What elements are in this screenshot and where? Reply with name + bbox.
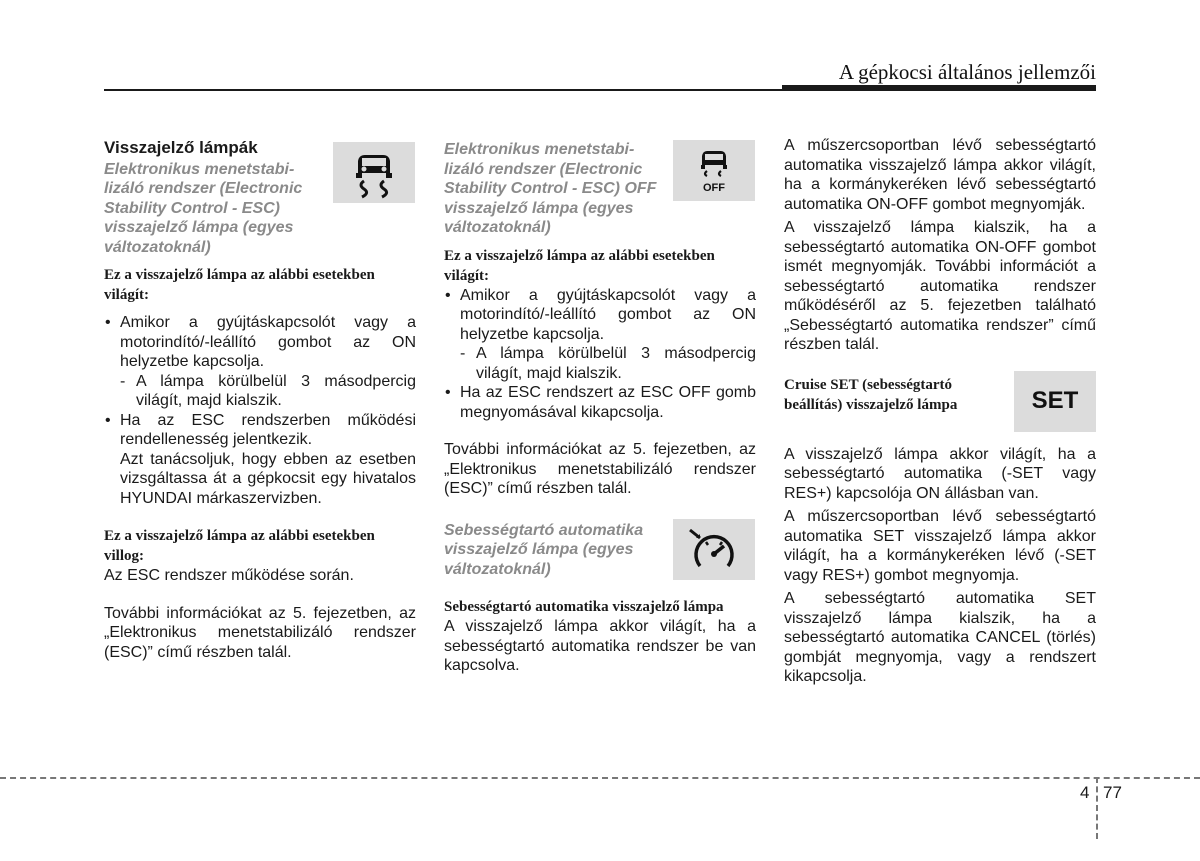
column-2 [444,136,756,676]
esc-skid-car-icon [333,142,415,203]
column-3 [784,136,1096,687]
paragraph: A visszajelző lámpa akkor világít, ha a sebességtartó automatika (-SET vagy RES+) kapcsolója ON állásban van. [784,445,1096,502]
paragraph: A műszercsoportban lévő sebességtartó automatika SET visszajelző lámpa akkor világít, ha a kormánykeréken lévő (-SET vagy RES+) gombot megnyomja. [784,508,1096,584]
cruise-heading: Sebességtartó automatika visszajelző lámpa [444,599,724,615]
cruise-section-header [444,517,756,580]
paragraph: A visszajelző lámpa kialszik, ha a sebességtartó automatika ON-OFF gombot ismét megnyomják. További információt a sebességtartó automatika rendszer működéséről az 5. fejezetben található „Sebességtartó automatika rendszer” című részben talál. [784,219,1096,353]
header-rule-accent [782,85,1096,91]
esc-off-icon [673,140,755,201]
paragraph: Az ESC rendszer működése során. [104,567,354,584]
esc-off-section-header [444,136,756,238]
esc-section-header [104,138,416,257]
cruise-set-icon [1014,371,1096,432]
list-item: • Amikor a gyújtáskapcsolót vagy a motorindító/-leállító gombot az ON helyzetbe kapcsolja. [104,313,416,372]
esc-off-lights-heading: Ez a visszajelző lámpa az alábbi esetekben világít: [444,247,715,284]
paragraph: A műszercsoportban lévő sebességtartó automatika visszajelző lámpa akkor világít, ha a kormánykeréken lévő sebességtartó automatika ON-OFF gombot megnyomják. [784,137,1096,213]
esc-off-lamp-subtitle: Elektronikus menetstabi-lizáló rendszer (Electronic Stability Control - ESC) OFF visszajelző lámpa (egyes változatoknál) [444,141,657,236]
paragraph: További információkat az 5. fejezetben, az „Elektronikus menetstabilizáló rendszer (ESC)” című részben talál. [444,441,756,497]
cruise-lamp-subtitle: Sebességtartó automatika visszajelző lámpa (egyes változatoknál) [444,521,644,578]
footer-rule [0,777,1200,779]
cruise-set-icon-label: SET [1031,387,1079,415]
chapter-number: 4 [1080,783,1090,802]
esc-off-icon-label: OFF [703,181,725,194]
cruise-set-section-header [784,373,1096,437]
list-subitem: - A lámpa körülbelül 3 másodpercig világít, majd kialszik. [444,344,756,383]
list-item: • Ha az ESC rendszert az ESC OFF gomb megnyomásával kikapcsolja. [444,383,756,422]
section-title: Visszajelző lámpák [104,138,258,157]
page-number: 77 [1103,783,1122,802]
list-item: • Amikor a gyújtáskapcsolót vagy a motorindító/-leállító gombot az ON helyzetbe kapcsolja. [444,286,756,345]
list-subitem: - A lámpa körülbelül 3 másodpercig világít, majd kialszik. [104,372,416,411]
esc-lamp-subtitle: Elektronikus menetstabi-lizáló rendszer (Electronic Stability Control - ESC) visszajelző lámpa (egyes változatoknál) [104,160,303,256]
page-header-title: A gépkocsi általános jellemzői [838,60,1096,84]
cruise-speedometer-icon [673,519,755,580]
cruise-set-heading: Cruise SET (sebességtartó beállítás) visszajelző lámpa [784,376,958,413]
esc-flashing-heading: Ez a visszajelző lámpa az alábbi esetekben villog: [104,528,375,564]
paragraph: További információkat az 5. fejezetben, az „Elektronikus menetstabilizáló rendszer (ESC)” című részben talál. [104,604,416,661]
paragraph: A sebességtartó automatika SET visszajelző lámpa kialszik, ha a sebességtartó automatika CANCEL (törlés) gombját megnyomja, vagy a rendszert kikapcsolja. [784,590,1096,685]
list-item: • Ha az ESC rendszerben működési rendellenesség jelentkezik. [104,411,416,450]
column-1 [104,136,416,662]
esc-lights-heading: Ez a visszajelző lámpa az alábbi esetekben világít: [104,267,375,303]
list-item-continuation: Azt tanácsoljuk, hogy ebben az esetben vizsgáltassa át a gépkocsit egy hivatalos HYUNDAI márkaszervizben. [120,450,416,507]
paragraph: A visszajelző lámpa akkor világít, ha a sebességtartó automatika rendszer be van kapcsolva. [444,618,756,674]
footer-divider [1096,777,1098,839]
